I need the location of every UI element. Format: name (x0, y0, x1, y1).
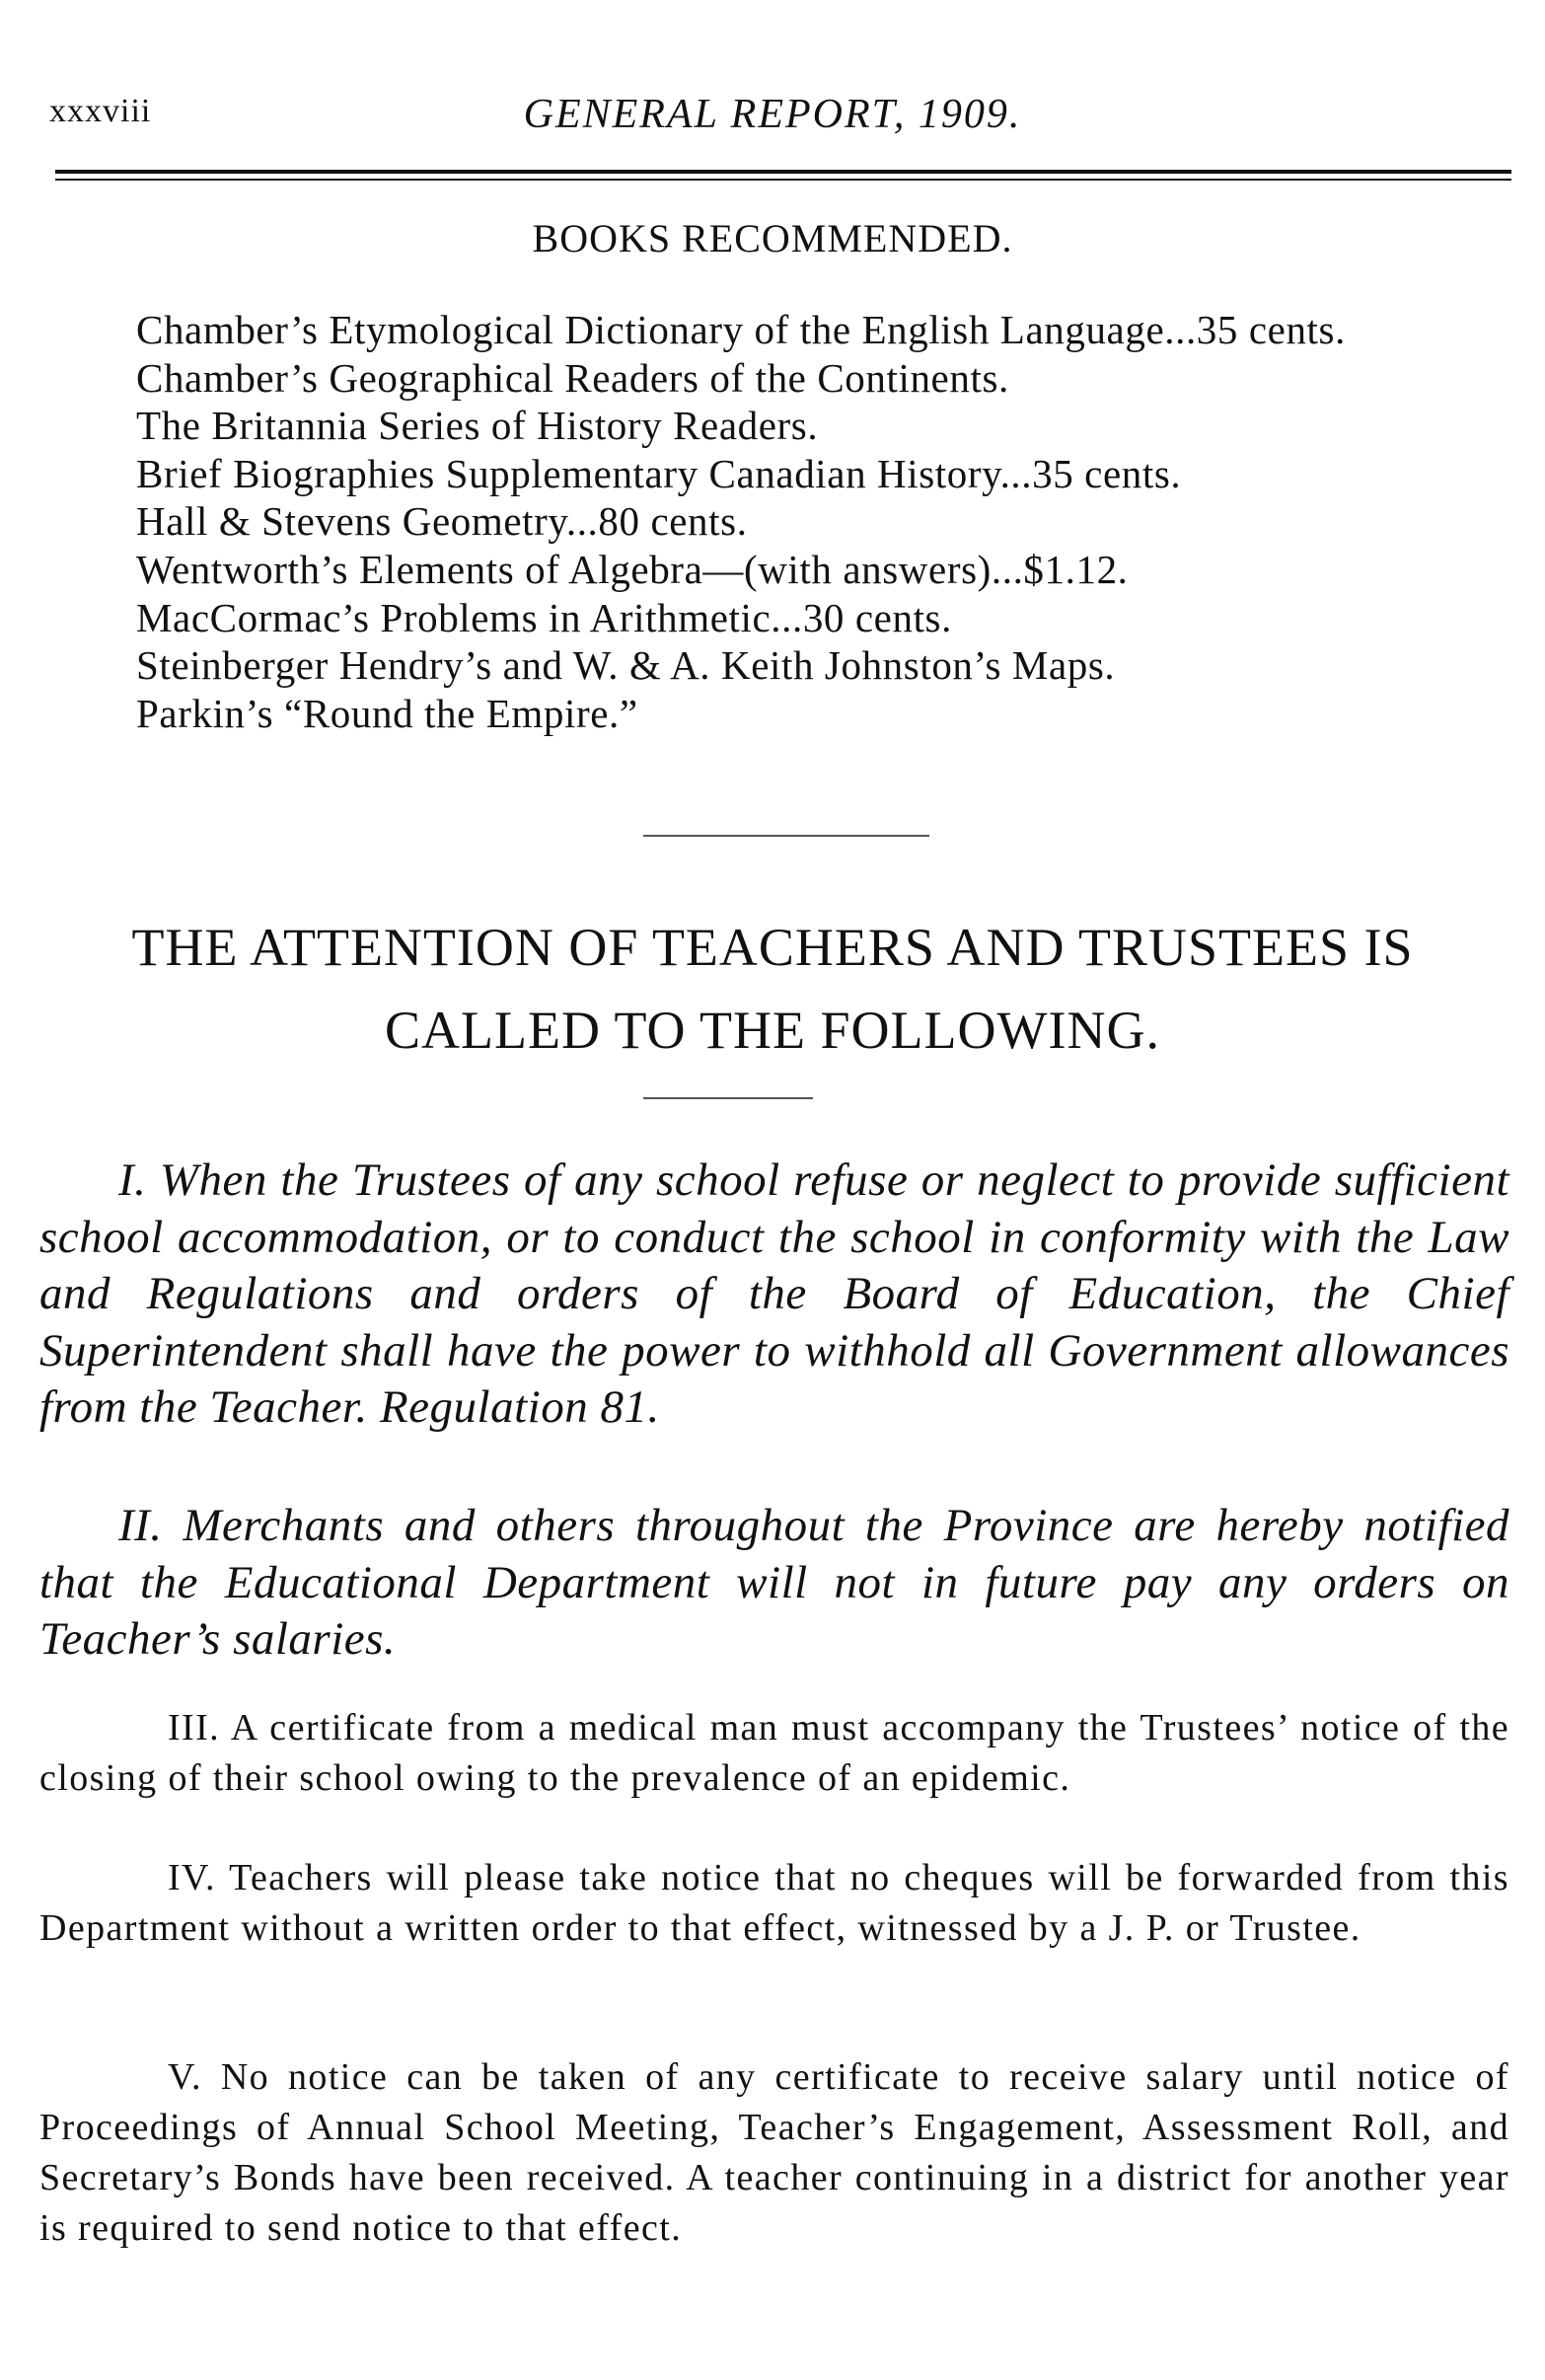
notice-paragraph: IV. Teachers will please take notice that no cheques will be forwarded from this Department without a written order to that effect, witnessed by a J. P. or Trustee. (39, 1857, 1509, 1949)
book-item: Chamber’s Etymological Dictionary of the English Language...35 cents. (136, 307, 1346, 352)
header-rule-thin (55, 179, 1511, 181)
notice-paragraph: V. No notice can be taken of any certificate to receive salary until notice of Proceedings of Annual School Meeting, Teacher’s Engagement, Assessment Roll, and Secretary’s Bonds have been received. A teacher continuing in a district for another year is required to send notice to that effect. (39, 2056, 1509, 2249)
book-item: The Britannia Series of History Readers. (136, 403, 819, 449)
book-item: Hall & Stevens Geometry...80 cents. (136, 498, 748, 545)
attention-heading (39, 906, 1506, 1072)
running-title: GENERAL REPORT, 1909. (523, 92, 1022, 137)
books-heading: BOOKS RECOMMENDED. (532, 216, 1013, 260)
attention-heading-line-1: THE ATTENTION OF TEACHERS AND TRUSTEES IS (131, 918, 1414, 977)
book-item: Parkin’s “Round the Empire.” (136, 690, 638, 736)
book-item: Chamber’s Geographical Readers of the Continents. (136, 354, 1009, 401)
book-item: Wentworth’s Elements of Algebra—(with answers)...$1.12. (136, 546, 1129, 592)
book-item: Brief Biographies Supplementary Canadian History...35 cents. (136, 450, 1182, 496)
book-item: MacCormac’s Problems in Arithmetic...30 cents. (136, 594, 952, 640)
book-list (136, 306, 1537, 737)
section-divider (643, 1097, 813, 1099)
notice-paragraph: III. A certificate from a medical man must accompany the Trustees’ notice of the closing of their school owing to the prevalence of an epidemic. (39, 1707, 1509, 1799)
notice-paragraph: I. When the Trustees of any school refuse or neglect to provide sufficient school accommodation, or to conduct the school in conformity with the Law and Regulations and orders of the Board of Education, the Chief Superintendent shall have the power to withhold all Government allowances from the Teacher. Regulation 81. (39, 1154, 1509, 1433)
notice-paragraph: II. Merchants and others throughout the Province are hereby notified that the Educational Department will not in future pay any orders on Teacher’s salaries. (39, 1500, 1509, 1665)
book-item: Steinberger Hendry’s and W. & A. Keith Johnston’s Maps. (136, 642, 1116, 689)
attention-heading-line-2: CALLED TO THE FOLLOWING. (385, 1001, 1160, 1060)
section-divider (643, 835, 929, 837)
header-rule-thick (55, 170, 1511, 174)
page-number: xxxviii (49, 93, 152, 129)
